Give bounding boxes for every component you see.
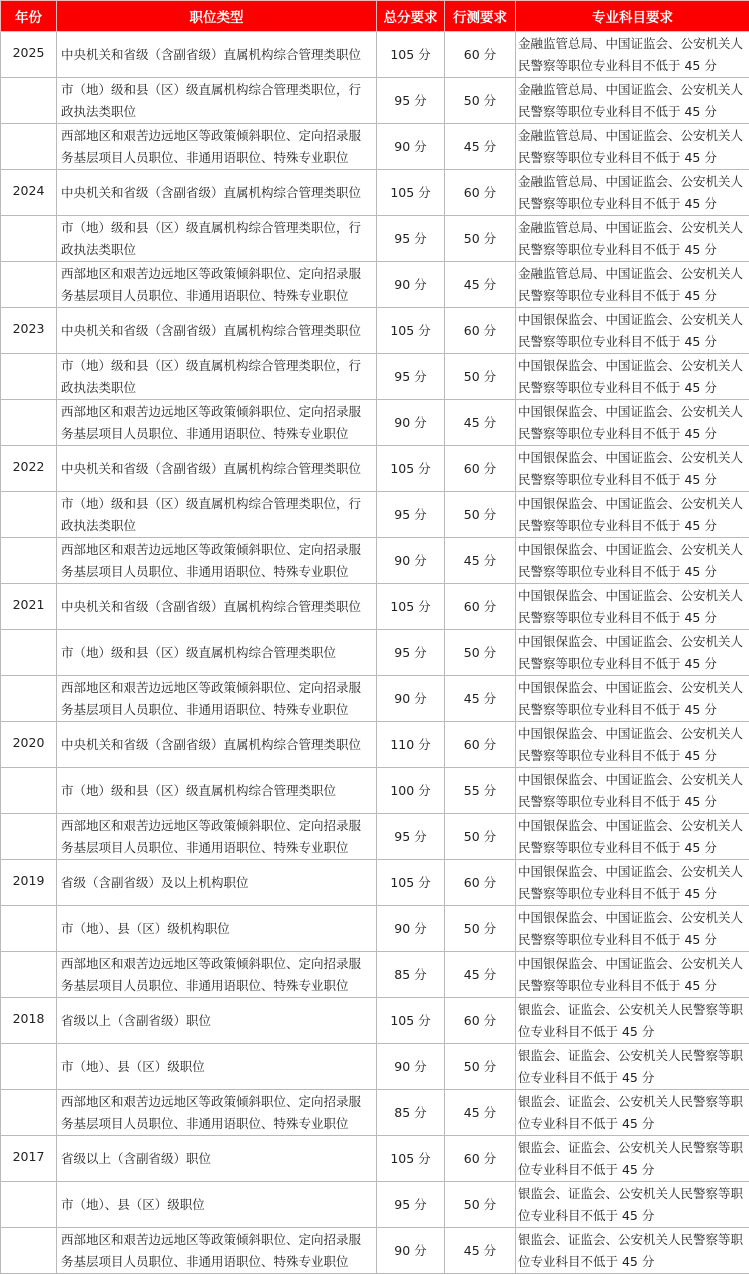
total-score-cell: 90 分 — [377, 538, 445, 584]
table-body — [1, 32, 749, 1274]
table-row — [1, 722, 749, 768]
table-row — [1, 1182, 749, 1228]
table-row — [1, 170, 749, 216]
table-row — [1, 32, 749, 78]
xingce-score-cell: 45 分 — [445, 124, 516, 170]
major-requirement-cell: 中国银保监会、中国证监会、公安机关人民警察等职位专业科目不低于 45 分 — [516, 538, 749, 584]
table-row — [1, 400, 749, 446]
major-requirement-cell: 金融监管总局、中国证监会、公安机关人民警察等职位专业科目不低于 45 分 — [516, 32, 749, 78]
table-row — [1, 814, 749, 860]
total-score-cell: 110 分 — [377, 722, 445, 768]
table-row — [1, 998, 749, 1044]
header-total-score: 总分要求 — [377, 1, 445, 32]
table-row — [1, 952, 749, 998]
position-type-cell: 西部地区和艰苦边远地区等政策倾斜职位、定向招录服务基层项目人员职位、非通用语职位、特殊专业职位 — [57, 400, 377, 446]
table-row — [1, 676, 749, 722]
position-type-cell: 西部地区和艰苦边远地区等政策倾斜职位、定向招录服务基层项目人员职位、非通用语职位、特殊专业职位 — [57, 1228, 377, 1274]
year-cell — [1, 400, 57, 446]
total-score-cell: 85 分 — [377, 1090, 445, 1136]
year-cell — [1, 952, 57, 998]
major-requirement-cell: 银监会、证监会、公安机关人民警察等职位专业科目不低于 45 分 — [516, 998, 749, 1044]
total-score-cell: 95 分 — [377, 814, 445, 860]
year-cell — [1, 492, 57, 538]
table-row — [1, 860, 749, 906]
header-row — [1, 1, 749, 32]
table-row — [1, 308, 749, 354]
year-cell: 2018 — [1, 998, 57, 1044]
total-score-cell: 105 分 — [377, 32, 445, 78]
major-requirement-cell: 银监会、证监会、公安机关人民警察等职位专业科目不低于 45 分 — [516, 1090, 749, 1136]
xingce-score-cell: 60 分 — [445, 860, 516, 906]
position-type-cell: 市（地）级和县（区）级直属机构综合管理类职位 — [57, 630, 377, 676]
position-type-cell: 西部地区和艰苦边远地区等政策倾斜职位、定向招录服务基层项目人员职位、非通用语职位、特殊专业职位 — [57, 676, 377, 722]
total-score-cell: 105 分 — [377, 170, 445, 216]
xingce-score-cell: 60 分 — [445, 722, 516, 768]
major-requirement-cell: 中国银保监会、中国证监会、公安机关人民警察等职位专业科目不低于 45 分 — [516, 768, 749, 814]
xingce-score-cell: 60 分 — [445, 32, 516, 78]
xingce-score-cell: 50 分 — [445, 1182, 516, 1228]
position-type-cell: 省级（含副省级）及以上机构职位 — [57, 860, 377, 906]
major-requirement-cell: 中国银保监会、中国证监会、公安机关人民警察等职位专业科目不低于 45 分 — [516, 814, 749, 860]
total-score-cell: 95 分 — [377, 216, 445, 262]
position-type-cell: 西部地区和艰苦边远地区等政策倾斜职位、定向招录服务基层项目人员职位、非通用语职位、特殊专业职位 — [57, 124, 377, 170]
xingce-score-cell: 45 分 — [445, 952, 516, 998]
year-cell — [1, 1090, 57, 1136]
position-type-cell: 西部地区和艰苦边远地区等政策倾斜职位、定向招录服务基层项目人员职位、非通用语职位、特殊专业职位 — [57, 538, 377, 584]
xingce-score-cell: 50 分 — [445, 354, 516, 400]
major-requirement-cell: 金融监管总局、中国证监会、公安机关人民警察等职位专业科目不低于 45 分 — [516, 216, 749, 262]
total-score-cell: 100 分 — [377, 768, 445, 814]
total-score-cell: 95 分 — [377, 630, 445, 676]
year-cell — [1, 216, 57, 262]
position-type-cell: 西部地区和艰苦边远地区等政策倾斜职位、定向招录服务基层项目人员职位、非通用语职位、特殊专业职位 — [57, 262, 377, 308]
xingce-score-cell: 60 分 — [445, 1136, 516, 1182]
xingce-score-cell: 55 分 — [445, 768, 516, 814]
total-score-cell: 90 分 — [377, 400, 445, 446]
year-cell — [1, 78, 57, 124]
position-type-cell: 中央机关和省级（含副省级）直属机构综合管理类职位 — [57, 308, 377, 354]
year-cell — [1, 262, 57, 308]
xingce-score-cell: 45 分 — [445, 1090, 516, 1136]
xingce-score-cell: 60 分 — [445, 998, 516, 1044]
total-score-cell: 105 分 — [377, 308, 445, 354]
major-requirement-cell: 中国银保监会、中国证监会、公安机关人民警察等职位专业科目不低于 45 分 — [516, 354, 749, 400]
total-score-cell: 105 分 — [377, 860, 445, 906]
table-row — [1, 584, 749, 630]
table-row — [1, 1136, 749, 1182]
major-requirement-cell: 中国银保监会、中国证监会、公安机关人民警察等职位专业科目不低于 45 分 — [516, 906, 749, 952]
year-cell: 2025 — [1, 32, 57, 78]
position-type-cell: 市（地）级和县（区）级直属机构综合管理类职位，行政执法类职位 — [57, 354, 377, 400]
year-cell: 2020 — [1, 722, 57, 768]
position-type-cell: 中央机关和省级（含副省级）直属机构综合管理类职位 — [57, 722, 377, 768]
year-cell — [1, 1044, 57, 1090]
year-cell — [1, 1228, 57, 1274]
total-score-cell: 90 分 — [377, 262, 445, 308]
position-type-cell: 西部地区和艰苦边远地区等政策倾斜职位、定向招录服务基层项目人员职位、非通用语职位、特殊专业职位 — [57, 814, 377, 860]
year-cell: 2021 — [1, 584, 57, 630]
table-row — [1, 1044, 749, 1090]
header-xingce-score: 行测要求 — [445, 1, 516, 32]
total-score-cell: 105 分 — [377, 1136, 445, 1182]
position-type-cell: 市（地）、县（区）级机构职位 — [57, 906, 377, 952]
header-major-requirement: 专业科目要求 — [516, 1, 749, 32]
xingce-score-cell: 45 分 — [445, 1228, 516, 1274]
table-row — [1, 262, 749, 308]
table-row — [1, 1228, 749, 1274]
total-score-cell: 90 分 — [377, 676, 445, 722]
xingce-score-cell: 45 分 — [445, 676, 516, 722]
xingce-score-cell: 45 分 — [445, 400, 516, 446]
xingce-score-cell: 45 分 — [445, 262, 516, 308]
table-row — [1, 768, 749, 814]
major-requirement-cell: 金融监管总局、中国证监会、公安机关人民警察等职位专业科目不低于 45 分 — [516, 262, 749, 308]
table-row — [1, 354, 749, 400]
table-row — [1, 630, 749, 676]
major-requirement-cell: 中国银保监会、中国证监会、公安机关人民警察等职位专业科目不低于 45 分 — [516, 952, 749, 998]
year-cell — [1, 538, 57, 584]
total-score-cell: 95 分 — [377, 492, 445, 538]
total-score-cell: 95 分 — [377, 1182, 445, 1228]
xingce-score-cell: 60 分 — [445, 308, 516, 354]
major-requirement-cell: 中国银保监会、中国证监会、公安机关人民警察等职位专业科目不低于 45 分 — [516, 630, 749, 676]
major-requirement-cell: 银监会、证监会、公安机关人民警察等职位专业科目不低于 45 分 — [516, 1136, 749, 1182]
major-requirement-cell: 中国银保监会、中国证监会、公安机关人民警察等职位专业科目不低于 45 分 — [516, 860, 749, 906]
major-requirement-cell: 银监会、证监会、公安机关人民警察等职位专业科目不低于 45 分 — [516, 1044, 749, 1090]
year-cell: 2017 — [1, 1136, 57, 1182]
total-score-cell: 90 分 — [377, 906, 445, 952]
xingce-score-cell: 50 分 — [445, 1044, 516, 1090]
header-year: 年份 — [1, 1, 57, 32]
position-type-cell: 中央机关和省级（含副省级）直属机构综合管理类职位 — [57, 446, 377, 492]
year-cell — [1, 1182, 57, 1228]
year-cell — [1, 630, 57, 676]
total-score-cell: 105 分 — [377, 446, 445, 492]
xingce-score-cell: 60 分 — [445, 170, 516, 216]
position-type-cell: 中央机关和省级（含副省级）直属机构综合管理类职位 — [57, 32, 377, 78]
position-type-cell: 中央机关和省级（含副省级）直属机构综合管理类职位 — [57, 170, 377, 216]
year-cell — [1, 354, 57, 400]
major-requirement-cell: 金融监管总局、中国证监会、公安机关人民警察等职位专业科目不低于 45 分 — [516, 170, 749, 216]
total-score-cell: 105 分 — [377, 998, 445, 1044]
xingce-score-cell: 60 分 — [445, 584, 516, 630]
major-requirement-cell: 中国银保监会、中国证监会、公安机关人民警察等职位专业科目不低于 45 分 — [516, 492, 749, 538]
year-cell: 2024 — [1, 170, 57, 216]
table-row — [1, 538, 749, 584]
xingce-score-cell: 50 分 — [445, 492, 516, 538]
table-row — [1, 216, 749, 262]
table-row — [1, 906, 749, 952]
year-cell — [1, 676, 57, 722]
total-score-cell: 105 分 — [377, 584, 445, 630]
year-cell: 2022 — [1, 446, 57, 492]
position-type-cell: 市（地）级和县（区）级直属机构综合管理类职位，行政执法类职位 — [57, 78, 377, 124]
total-score-cell: 90 分 — [377, 1044, 445, 1090]
table-header — [1, 1, 749, 32]
position-type-cell: 市（地）、县（区）级职位 — [57, 1182, 377, 1228]
table-row — [1, 78, 749, 124]
major-requirement-cell: 银监会、证监会、公安机关人民警察等职位专业科目不低于 45 分 — [516, 1182, 749, 1228]
table-row — [1, 492, 749, 538]
position-type-cell: 市（地）级和县（区）级直属机构综合管理类职位，行政执法类职位 — [57, 216, 377, 262]
major-requirement-cell: 中国银保监会、中国证监会、公安机关人民警察等职位专业科目不低于 45 分 — [516, 676, 749, 722]
position-type-cell: 中央机关和省级（含副省级）直属机构综合管理类职位 — [57, 584, 377, 630]
major-requirement-cell: 中国银保监会、中国证监会、公安机关人民警察等职位专业科目不低于 45 分 — [516, 584, 749, 630]
position-type-cell: 市（地）级和县（区）级直属机构综合管理类职位 — [57, 768, 377, 814]
year-cell — [1, 768, 57, 814]
xingce-score-cell: 50 分 — [445, 630, 516, 676]
position-type-cell: 西部地区和艰苦边远地区等政策倾斜职位、定向招录服务基层项目人员职位、非通用语职位、特殊专业职位 — [57, 952, 377, 998]
position-type-cell: 省级以上（含副省级）职位 — [57, 1136, 377, 1182]
major-requirement-cell: 银监会、证监会、公安机关人民警察等职位专业科目不低于 45 分 — [516, 1228, 749, 1274]
xingce-score-cell: 60 分 — [445, 446, 516, 492]
total-score-cell: 95 分 — [377, 78, 445, 124]
total-score-cell: 85 分 — [377, 952, 445, 998]
year-cell — [1, 124, 57, 170]
table-row — [1, 124, 749, 170]
major-requirement-cell: 中国银保监会、中国证监会、公安机关人民警察等职位专业科目不低于 45 分 — [516, 400, 749, 446]
major-requirement-cell: 中国银保监会、中国证监会、公安机关人民警察等职位专业科目不低于 45 分 — [516, 446, 749, 492]
table-row — [1, 1090, 749, 1136]
major-requirement-cell: 中国银保监会、中国证监会、公安机关人民警察等职位专业科目不低于 45 分 — [516, 722, 749, 768]
major-requirement-cell: 中国银保监会、中国证监会、公安机关人民警察等职位专业科目不低于 45 分 — [516, 308, 749, 354]
major-requirement-cell: 金融监管总局、中国证监会、公安机关人民警察等职位专业科目不低于 45 分 — [516, 124, 749, 170]
total-score-cell: 90 分 — [377, 124, 445, 170]
total-score-cell: 90 分 — [377, 1228, 445, 1274]
year-cell: 2019 — [1, 860, 57, 906]
xingce-score-cell: 50 分 — [445, 216, 516, 262]
year-cell — [1, 906, 57, 952]
total-score-cell: 95 分 — [377, 354, 445, 400]
xingce-score-cell: 50 分 — [445, 814, 516, 860]
table-row — [1, 446, 749, 492]
xingce-score-cell: 50 分 — [445, 78, 516, 124]
year-cell — [1, 814, 57, 860]
major-requirement-cell: 金融监管总局、中国证监会、公安机关人民警察等职位专业科目不低于 45 分 — [516, 78, 749, 124]
xingce-score-cell: 45 分 — [445, 538, 516, 584]
position-type-cell: 市（地）、县（区）级职位 — [57, 1044, 377, 1090]
xingce-score-cell: 50 分 — [445, 906, 516, 952]
position-type-cell: 市（地）级和县（区）级直属机构综合管理类职位，行政执法类职位 — [57, 492, 377, 538]
year-cell: 2023 — [1, 308, 57, 354]
position-type-cell: 西部地区和艰苦边远地区等政策倾斜职位、定向招录服务基层项目人员职位、非通用语职位、特殊专业职位 — [57, 1090, 377, 1136]
position-type-cell: 省级以上（含副省级）职位 — [57, 998, 377, 1044]
header-position-type: 职位类型 — [57, 1, 377, 32]
